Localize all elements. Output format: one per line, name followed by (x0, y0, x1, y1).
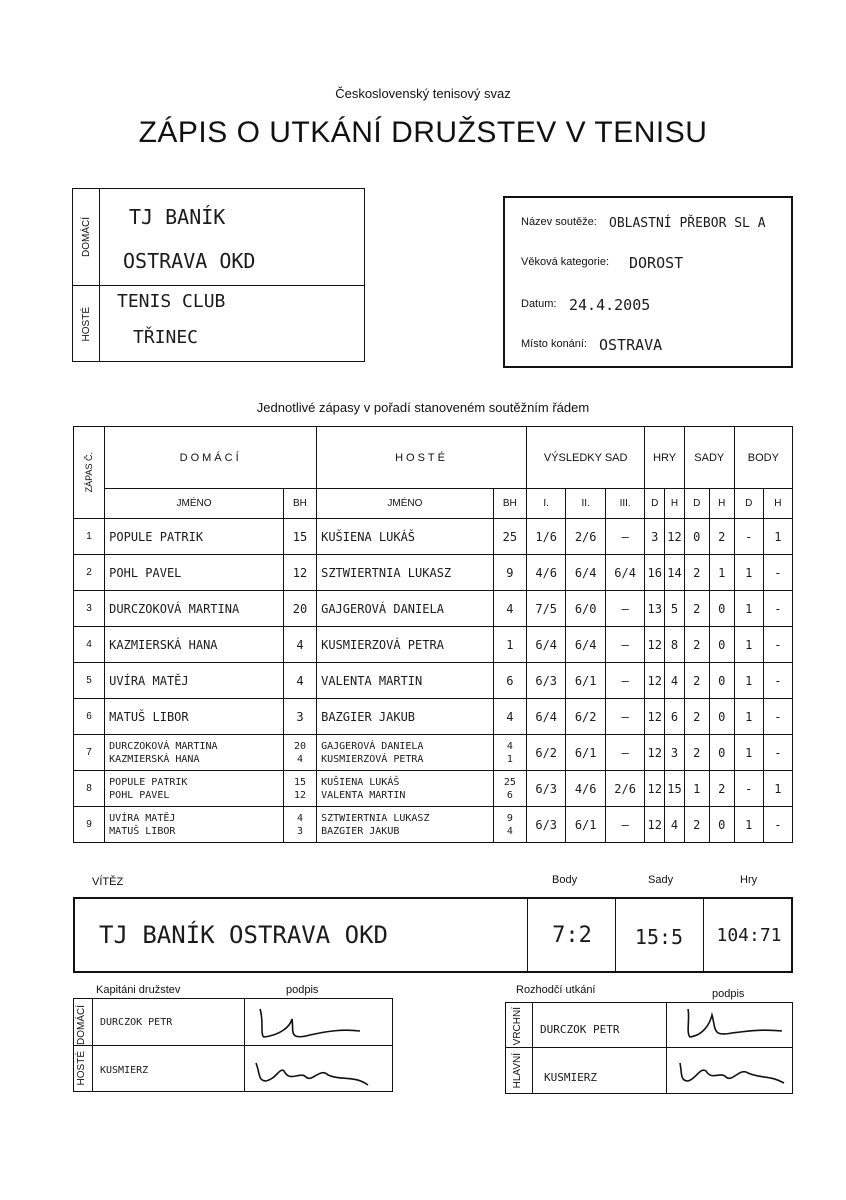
match-number: 6 (74, 699, 105, 735)
competition-label: Název soutěže: (521, 216, 597, 228)
points-home: 1 (734, 627, 763, 663)
document-title: ZÁPIS O UTKÁNÍ DRUŽSTEV V TENISU (138, 116, 708, 149)
home-bh: 4 3 (283, 807, 316, 843)
games-home: 12 (645, 627, 665, 663)
points-guest: - (763, 591, 792, 627)
games-home: 12 (645, 807, 665, 843)
sets-guest: 2 (709, 771, 734, 807)
captain-home-signature (260, 1009, 360, 1037)
sets-guest: 0 (709, 591, 734, 627)
organization-name: Československý tenisový svaz (335, 86, 511, 101)
home-team-line1: TJ BANÍK (129, 205, 226, 229)
guest-bh: 25 6 (493, 771, 526, 807)
games-home: 12 (645, 771, 665, 807)
age-label: Věková kategorie: (521, 256, 610, 268)
points-home: 1 (734, 591, 763, 627)
guest-player: GAJGEROVÁ DANIELA KUSMIERZOVÁ PETRA (317, 735, 494, 771)
points-home: - (734, 771, 763, 807)
match-row (74, 807, 793, 843)
match-number: 8 (74, 771, 105, 807)
set2-score: 6/1 (566, 735, 605, 771)
set1-score: 6/3 (526, 807, 565, 843)
sets-home: 0 (684, 519, 709, 555)
referee-main-signature (680, 1063, 784, 1083)
home-bh: 20 (283, 591, 316, 627)
match-number: 7 (74, 735, 105, 771)
captains-box (73, 998, 393, 1092)
match-row (74, 735, 793, 771)
points-h-header: H (763, 489, 792, 519)
sets-guest: 0 (709, 699, 734, 735)
guest-player: BAZGIER JAKUB (317, 699, 494, 735)
home-name-header: JMÉNO (105, 489, 284, 519)
games-guest: 8 (665, 627, 685, 663)
sets-home: 2 (684, 663, 709, 699)
guest-player: KUSMIERZOVÁ PETRA (317, 627, 494, 663)
referees-title: Rozhodčí utkání (516, 984, 596, 996)
captain-home-label: DOMÁCÍ (76, 1005, 87, 1045)
winner-sets: 15:5 (634, 925, 684, 949)
guest-bh-header: BH (493, 489, 526, 519)
match-row (74, 627, 793, 663)
set3-score: — (605, 519, 644, 555)
games-h-header: H (665, 489, 685, 519)
guest-team-line2: TŘINEC (133, 327, 199, 348)
captain-signatures (250, 1001, 390, 1089)
points-home: 1 (734, 807, 763, 843)
winner-label: VÍTĚZ (92, 876, 124, 888)
set3-score: — (605, 627, 644, 663)
set3-header: III. (605, 489, 644, 519)
captain-guest-signature (256, 1063, 368, 1085)
games-guest: 5 (665, 591, 685, 627)
sets-guest: 0 (709, 735, 734, 771)
points-guest: 1 (763, 519, 792, 555)
set1-score: 6/3 (526, 771, 565, 807)
winner-games-label: Hry (740, 874, 758, 886)
sets-home: 1 (684, 771, 709, 807)
set1-score: 6/3 (526, 663, 565, 699)
set1-score: 6/4 (526, 627, 565, 663)
captain-guest-label: HOSTÉ (76, 1051, 87, 1086)
sets-home: 2 (684, 807, 709, 843)
match-no-header: ZÁPAS Č. (74, 427, 105, 519)
set2-score: 6/4 (566, 555, 605, 591)
home-bh-header: BH (283, 489, 316, 519)
guest-team-line1: TENIS CLUB (117, 291, 226, 312)
sets-home: 2 (684, 627, 709, 663)
set1-score: 6/2 (526, 735, 565, 771)
set1-score: 4/6 (526, 555, 565, 591)
sets-guest: 0 (709, 663, 734, 699)
match-row (74, 771, 793, 807)
guest-player: SZTWIERTNIA LUKASZ BAZGIER JAKUB (317, 807, 494, 843)
set2-score: 6/0 (566, 591, 605, 627)
age-value: DOROST (629, 254, 684, 272)
guest-player: KUŠIENA LUKÁŠ VALENTA MARTIN (317, 771, 494, 807)
info-box (503, 196, 793, 368)
points-guest: - (763, 555, 792, 591)
home-player: DURCZOKOVÁ MARTINA (105, 591, 284, 627)
set1-score: 1/6 (526, 519, 565, 555)
set2-header: II. (566, 489, 605, 519)
games-guest: 4 (665, 807, 685, 843)
guest-bh: 4 (493, 699, 526, 735)
match-row (74, 699, 793, 735)
points-guest: - (763, 735, 792, 771)
set2-score: 4/6 (566, 771, 605, 807)
captains-signature-label: podpis (286, 984, 319, 996)
guest-player: SZTWIERTNIA LUKASZ (317, 555, 494, 591)
guest-team-label: HOSTÉ (81, 307, 92, 342)
matches-caption: Jednotlivé zápasy v pořadí stanoveném soutěžním řádem (256, 400, 590, 415)
points-d-header: D (734, 489, 763, 519)
referees-box (505, 1002, 793, 1094)
sets-home: 2 (684, 591, 709, 627)
games-home: 16 (645, 555, 665, 591)
guest-header: HOSTÉ (317, 427, 527, 489)
sets-guest: 1 (709, 555, 734, 591)
games-guest: 6 (665, 699, 685, 735)
captains-title: Kapitáni družstev (96, 984, 181, 996)
set3-score: — (605, 699, 644, 735)
teams-box (72, 188, 365, 362)
winner-games: 104:71 (716, 925, 782, 946)
points-guest: 1 (763, 771, 792, 807)
guest-bh: 4 1 (493, 735, 526, 771)
set3-score: — (605, 663, 644, 699)
winner-box (73, 897, 793, 973)
winner-points-label: Body (552, 874, 578, 886)
match-row (74, 555, 793, 591)
home-bh: 15 12 (283, 771, 316, 807)
sets-guest: 2 (709, 519, 734, 555)
match-number: 5 (74, 663, 105, 699)
match-number: 3 (74, 591, 105, 627)
matches-table (73, 426, 793, 843)
points-header: BODY (734, 427, 792, 489)
games-home: 12 (645, 699, 665, 735)
home-bh: 4 (283, 627, 316, 663)
referee-main-label: HLAVNÍ (512, 1053, 523, 1089)
games-home: 12 (645, 663, 665, 699)
guest-bh: 4 (493, 591, 526, 627)
games-d-header: D (645, 489, 665, 519)
guest-bh: 9 4 (493, 807, 526, 843)
home-bh: 20 4 (283, 735, 316, 771)
sets-d-header: D (684, 489, 709, 519)
referee-signatures (670, 1003, 790, 1093)
points-guest: - (763, 807, 792, 843)
sets-home: 2 (684, 699, 709, 735)
referee-main-name: KUSMIERZ (544, 1071, 597, 1084)
sets-home: 2 (684, 735, 709, 771)
referee-chief-name: DURCZOK PETR (540, 1023, 620, 1036)
set1-score: 7/5 (526, 591, 565, 627)
sets-guest: 0 (709, 627, 734, 663)
home-player: UVÍRA MATĚJ MATUŠ LIBOR (105, 807, 284, 843)
match-row (74, 519, 793, 555)
guest-bh: 9 (493, 555, 526, 591)
match-number: 9 (74, 807, 105, 843)
set2-score: 2/6 (566, 519, 605, 555)
points-home: 1 (734, 699, 763, 735)
captain-home-name: DURCZOK PETR (100, 1017, 173, 1028)
set2-score: 6/1 (566, 663, 605, 699)
home-header: DOMÁCÍ (105, 427, 317, 489)
points-guest: - (763, 699, 792, 735)
set3-score: 6/4 (605, 555, 644, 591)
home-bh: 12 (283, 555, 316, 591)
set1-score: 6/4 (526, 699, 565, 735)
set1-header: I. (526, 489, 565, 519)
guest-player: VALENTA MARTIN (317, 663, 494, 699)
games-home: 13 (645, 591, 665, 627)
match-number: 4 (74, 627, 105, 663)
points-home: 1 (734, 735, 763, 771)
home-team-label: DOMÁCÍ (81, 217, 92, 257)
match-row (74, 591, 793, 627)
referees-signature-label: podpis (712, 988, 745, 1000)
winner-sets-label: Sady (648, 874, 674, 886)
referee-chief-label: VRCHNÍ (512, 1007, 523, 1046)
place-label: Místo konání: (521, 338, 588, 350)
points-home: 1 (734, 663, 763, 699)
set3-score: — (605, 807, 644, 843)
sets-home: 2 (684, 555, 709, 591)
set3-score: — (605, 735, 644, 771)
home-bh: 3 (283, 699, 316, 735)
points-home: - (734, 519, 763, 555)
set3-score: 2/6 (605, 771, 644, 807)
home-player: MATUŠ LIBOR (105, 699, 284, 735)
guest-bh: 1 (493, 627, 526, 663)
sets-h-header: H (709, 489, 734, 519)
games-guest: 4 (665, 663, 685, 699)
results-header: VÝSLEDKY SAD (526, 427, 644, 489)
home-bh: 15 (283, 519, 316, 555)
home-player: POPULE PATRIK POHL PAVEL (105, 771, 284, 807)
points-guest: - (763, 627, 792, 663)
games-guest: 15 (665, 771, 685, 807)
place-value: OSTRAVA (599, 336, 663, 354)
winner-name: TJ BANÍK OSTRAVA OKD (99, 921, 388, 949)
home-bh: 4 (283, 663, 316, 699)
guest-bh: 6 (493, 663, 526, 699)
points-home: 1 (734, 555, 763, 591)
set2-score: 6/4 (566, 627, 605, 663)
home-player: POHL PAVEL (105, 555, 284, 591)
home-team-line2: OSTRAVA OKD (123, 249, 256, 273)
captain-guest-name: KUSMIERZ (100, 1065, 149, 1076)
date-label: Datum: (521, 298, 557, 310)
home-player: POPULE PATRIK (105, 519, 284, 555)
set2-score: 6/2 (566, 699, 605, 735)
home-player: UVÍRA MATĚJ (105, 663, 284, 699)
home-player: DURCZOKOVÁ MARTINA KAZMIERSKÁ HANA (105, 735, 284, 771)
sets-header: SADY (684, 427, 734, 489)
games-header: HRY (645, 427, 684, 489)
home-player: KAZMIERSKÁ HANA (105, 627, 284, 663)
points-guest: - (763, 663, 792, 699)
set3-score: — (605, 591, 644, 627)
guest-bh: 25 (493, 519, 526, 555)
date-value: 24.4.2005 (569, 296, 651, 314)
competition-value: OBLASTNÍ PŘEBOR SL A (609, 216, 766, 231)
games-home: 12 (645, 735, 665, 771)
match-row (74, 663, 793, 699)
guest-player: KUŠIENA LUKÁŠ (317, 519, 494, 555)
games-home: 3 (645, 519, 665, 555)
games-guest: 14 (665, 555, 685, 591)
games-guest: 12 (665, 519, 685, 555)
games-guest: 3 (665, 735, 685, 771)
guest-name-header: JMÉNO (317, 489, 494, 519)
match-number: 1 (74, 519, 105, 555)
set2-score: 6/1 (566, 807, 605, 843)
sets-guest: 0 (709, 807, 734, 843)
guest-player: GAJGEROVÁ DANIELA (317, 591, 494, 627)
match-number: 2 (74, 555, 105, 591)
referee-chief-signature (688, 1009, 782, 1037)
winner-points: 7:2 (552, 923, 592, 948)
